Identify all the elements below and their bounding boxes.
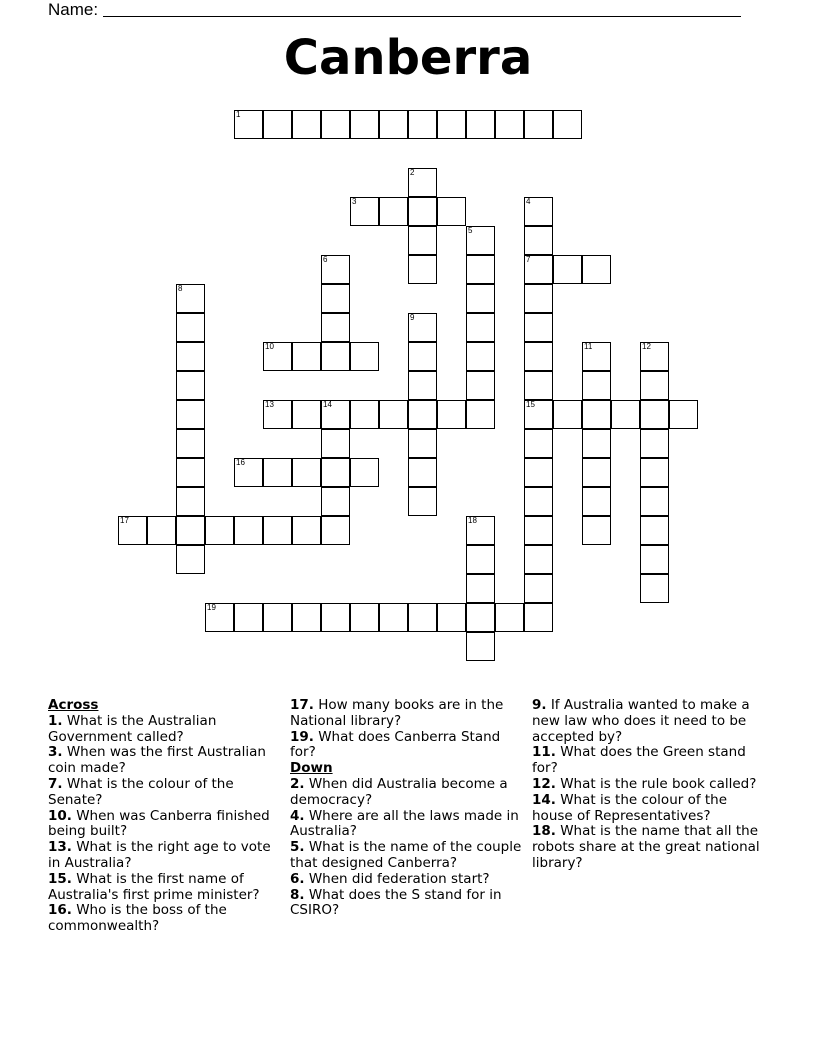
clue-number: 4.	[290, 807, 305, 824]
clue-text: What is the name of the couple that designed Canberra?	[290, 839, 522, 871]
grid-cell[interactable]	[524, 342, 553, 371]
clue-item	[48, 745, 284, 777]
grid-cell[interactable]	[176, 284, 205, 313]
grid-cell[interactable]	[524, 603, 553, 632]
clue-number: 8.	[290, 886, 305, 903]
grid-cell[interactable]	[466, 632, 495, 661]
clue-number-label: 12	[642, 342, 651, 351]
grid-cell[interactable]	[553, 400, 582, 429]
grid-cell[interactable]	[466, 545, 495, 574]
clue-item	[48, 809, 284, 841]
page-title: Canberra	[283, 30, 533, 86]
clue-number: 18.	[532, 823, 556, 840]
grid-cell[interactable]	[524, 429, 553, 458]
grid-cell[interactable]	[466, 110, 495, 139]
grid-cell[interactable]	[263, 603, 292, 632]
clue-number: 11.	[532, 744, 556, 761]
grid-cell[interactable]	[350, 400, 379, 429]
grid-cell[interactable]	[263, 342, 292, 371]
clue-number: 2.	[290, 775, 305, 792]
grid-cell[interactable]	[495, 603, 524, 632]
grid-cell[interactable]	[466, 516, 495, 545]
clue-item	[290, 698, 526, 730]
clue-number-label: 17	[120, 516, 129, 525]
clue-number-label: 11	[584, 342, 593, 351]
clue-number-label: 3	[352, 197, 357, 206]
clue-number-label: 14	[323, 400, 332, 409]
clue-item	[532, 745, 768, 777]
clue-item	[532, 793, 768, 825]
grid-cell[interactable]	[176, 429, 205, 458]
grid-cell[interactable]	[321, 313, 350, 342]
clue-text: What does the S stand for in CSIRO?	[290, 886, 502, 919]
clue-number: 9.	[532, 697, 547, 713]
grid-cell[interactable]	[553, 110, 582, 139]
grid-cell[interactable]	[292, 516, 321, 545]
clue-text: What is the first name of Australia's first prime minister?	[48, 870, 260, 903]
grid-cell[interactable]	[640, 545, 669, 574]
clue-number: 7.	[48, 775, 63, 792]
clue-number: 16.	[48, 902, 72, 919]
clue-item	[532, 824, 768, 871]
name-label: Name:	[48, 0, 99, 19]
clue-text: When was the first Australian coin made?	[48, 744, 266, 777]
grid-cell[interactable]	[350, 342, 379, 371]
clue-text: What does the Green stand for?	[532, 744, 746, 777]
grid-cell[interactable]	[234, 458, 263, 487]
grid-cell[interactable]	[408, 429, 437, 458]
grid-cell[interactable]	[582, 255, 611, 284]
grid-cell[interactable]	[321, 284, 350, 313]
grid-cell[interactable]	[640, 429, 669, 458]
grid-cell[interactable]	[350, 458, 379, 487]
grid-cell[interactable]	[350, 110, 379, 139]
clue-text: What is the right age to vote in Australia?	[48, 839, 271, 871]
grid-cell[interactable]	[611, 400, 640, 429]
grid-cell[interactable]	[437, 197, 466, 226]
clue-text: Where are all the laws made in Australia?	[290, 807, 519, 840]
clue-item	[290, 888, 526, 920]
clue-number: 15.	[48, 870, 72, 887]
clue-text: When did federation start?	[304, 870, 490, 887]
clue-number-label: 8	[178, 284, 183, 293]
grid-cell[interactable]	[582, 371, 611, 400]
clue-number: 1.	[48, 712, 63, 729]
grid-cell[interactable]	[205, 603, 234, 632]
clue-item	[290, 872, 526, 888]
grid-cell[interactable]	[321, 516, 350, 545]
grid-cell[interactable]	[234, 516, 263, 545]
clue-number-label: 6	[323, 255, 328, 264]
grid-cell[interactable]	[234, 110, 263, 139]
grid-cell[interactable]	[640, 574, 669, 603]
clue-number-label: 2	[410, 168, 415, 177]
clue-number: 13.	[48, 839, 72, 856]
grid-cell[interactable]	[640, 400, 669, 429]
clue-item	[290, 840, 526, 872]
clue-item	[48, 777, 284, 809]
grid-cell[interactable]	[408, 371, 437, 400]
grid-cell[interactable]	[524, 487, 553, 516]
clue-number: 12.	[532, 775, 556, 792]
clues-column-2	[290, 698, 526, 919]
grid-cell[interactable]	[466, 574, 495, 603]
grid-cell[interactable]	[408, 255, 437, 284]
clue-number-label: 18	[468, 516, 477, 525]
grid-cell[interactable]	[379, 197, 408, 226]
grid-cell[interactable]	[379, 110, 408, 139]
clue-number: 17.	[290, 697, 314, 713]
grid-cell[interactable]	[321, 429, 350, 458]
grid-cell[interactable]	[582, 458, 611, 487]
grid-cell[interactable]	[582, 342, 611, 371]
grid-cell[interactable]	[640, 458, 669, 487]
clue-number-label: 4	[526, 197, 531, 206]
clue-item	[48, 872, 284, 904]
grid-cell[interactable]	[176, 400, 205, 429]
grid-cell[interactable]	[263, 110, 292, 139]
grid-cell[interactable]	[466, 255, 495, 284]
grid-cell[interactable]	[408, 226, 437, 255]
grid-cell[interactable]	[350, 197, 379, 226]
grid-cell[interactable]	[176, 371, 205, 400]
grid-cell[interactable]	[350, 603, 379, 632]
clue-number-label: 15	[526, 400, 535, 409]
clues-column-3	[532, 698, 768, 872]
grid-cell[interactable]	[292, 458, 321, 487]
clue-text: What is the rule book called?	[555, 775, 757, 792]
grid-cell[interactable]	[524, 371, 553, 400]
grid-cell[interactable]	[524, 400, 553, 429]
clue-item	[48, 903, 284, 935]
grid-cell[interactable]	[176, 458, 205, 487]
grid-cell[interactable]	[147, 516, 176, 545]
grid-cell[interactable]	[437, 400, 466, 429]
clue-text: How many books are in the National library?	[290, 697, 504, 729]
grid-cell[interactable]	[321, 400, 350, 429]
grid-cell[interactable]	[205, 516, 234, 545]
grid-cell[interactable]	[176, 516, 205, 545]
grid-cell[interactable]	[524, 574, 553, 603]
grid-cell[interactable]	[582, 429, 611, 458]
clue-text: Who is the boss of the commonwealth?	[48, 902, 227, 935]
clue-number: 3.	[48, 744, 63, 761]
grid-cell[interactable]	[640, 516, 669, 545]
grid-cell[interactable]	[408, 603, 437, 632]
clue-number: 10.	[48, 807, 72, 824]
clue-item	[290, 777, 526, 809]
grid-cell[interactable]	[292, 603, 321, 632]
grid-cell[interactable]	[263, 400, 292, 429]
grid-cell[interactable]	[524, 545, 553, 574]
grid-cell[interactable]	[466, 284, 495, 313]
clue-text: What is the colour of the Senate?	[48, 775, 234, 808]
grid-cell[interactable]	[495, 110, 524, 139]
clue-item	[290, 809, 526, 841]
clue-number-label: 9	[410, 313, 415, 322]
clue-text: When did Australia become a democracy?	[290, 775, 508, 808]
clue-text: What does Canberra Stand for?	[290, 728, 501, 761]
grid-cell[interactable]	[582, 400, 611, 429]
grid-cell[interactable]	[524, 284, 553, 313]
grid-cell[interactable]	[408, 400, 437, 429]
grid-cell[interactable]	[263, 458, 292, 487]
grid-cell[interactable]	[524, 313, 553, 342]
grid-cell[interactable]	[466, 371, 495, 400]
grid-cell[interactable]	[321, 255, 350, 284]
grid-cell[interactable]	[321, 458, 350, 487]
grid-cell[interactable]	[176, 487, 205, 516]
clue-text: What is the name that all the robots share at the great national library?	[532, 823, 760, 871]
grid-cell[interactable]	[176, 545, 205, 574]
clue-number-label: 7	[526, 255, 531, 264]
grid-cell[interactable]	[466, 226, 495, 255]
clue-item	[48, 840, 284, 872]
grid-cell[interactable]	[640, 487, 669, 516]
grid-cell[interactable]	[524, 255, 553, 284]
grid-cell[interactable]	[466, 313, 495, 342]
clue-number-label: 1	[236, 110, 241, 119]
grid-cell[interactable]	[408, 197, 437, 226]
grid-cell[interactable]	[524, 516, 553, 545]
clue-number: 19.	[290, 728, 314, 745]
clue-text: What is the Australian Government called?	[48, 712, 217, 745]
clue-number-label: 19	[207, 603, 216, 612]
clue-item	[532, 698, 768, 745]
clue-item	[290, 730, 526, 762]
grid-cell[interactable]	[379, 400, 408, 429]
grid-cell[interactable]	[408, 168, 437, 197]
grid-cell[interactable]	[466, 400, 495, 429]
grid-cell[interactable]	[408, 342, 437, 371]
clue-text: If Australia wanted to make a new law who does it need to be accepted by?	[532, 697, 750, 745]
grid-cell[interactable]	[669, 400, 698, 429]
grid-cell[interactable]	[466, 342, 495, 371]
clue-item	[48, 714, 284, 746]
grid-cell[interactable]	[321, 342, 350, 371]
grid-cell[interactable]	[437, 110, 466, 139]
clue-text: What is the colour of the house of Representatives?	[532, 791, 728, 824]
grid-cell[interactable]	[582, 487, 611, 516]
grid-cell[interactable]	[379, 603, 408, 632]
grid-cell[interactable]	[118, 516, 147, 545]
clue-number: 6.	[290, 870, 305, 887]
grid-cell[interactable]	[408, 110, 437, 139]
grid-cell[interactable]	[321, 487, 350, 516]
grid-cell[interactable]	[292, 400, 321, 429]
grid-cell[interactable]	[176, 313, 205, 342]
grid-cell[interactable]	[553, 255, 582, 284]
clue-section-header: Across	[48, 697, 99, 713]
grid-cell[interactable]	[408, 313, 437, 342]
grid-cell[interactable]	[292, 110, 321, 139]
grid-cell[interactable]	[408, 487, 437, 516]
grid-cell[interactable]	[292, 342, 321, 371]
grid-cell[interactable]	[640, 371, 669, 400]
grid-cell[interactable]	[466, 603, 495, 632]
grid-cell[interactable]	[321, 603, 350, 632]
clue-number-label: 10	[265, 342, 274, 351]
clue-number: 5.	[290, 839, 305, 856]
clue-number: 14.	[532, 791, 556, 808]
grid-cell[interactable]	[582, 516, 611, 545]
grid-cell[interactable]	[437, 603, 466, 632]
grid-cell[interactable]	[524, 226, 553, 255]
grid-cell[interactable]	[524, 197, 553, 226]
clue-item	[532, 777, 768, 793]
grid-cell[interactable]	[234, 603, 263, 632]
clue-number-label: 16	[236, 458, 245, 467]
clues-column-1	[48, 698, 284, 935]
grid-cell[interactable]	[408, 458, 437, 487]
grid-cell[interactable]	[176, 342, 205, 371]
clue-number-label: 13	[265, 400, 274, 409]
grid-cell[interactable]	[524, 458, 553, 487]
grid-cell[interactable]	[263, 516, 292, 545]
clue-section-header: Down	[290, 760, 333, 777]
clue-number-label: 5	[468, 226, 473, 235]
grid-cell[interactable]	[321, 110, 350, 139]
clue-text: When was Canberra finished being built?	[48, 807, 270, 840]
grid-cell[interactable]	[524, 110, 553, 139]
grid-cell[interactable]	[640, 342, 669, 371]
